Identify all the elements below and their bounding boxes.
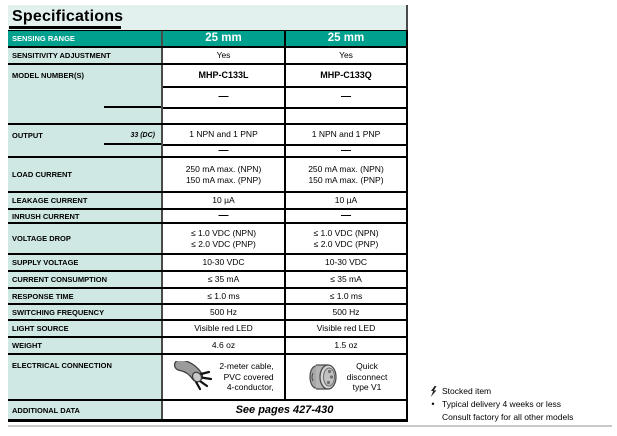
connection-cell-cable: 2-meter cable, PVC covered 4-conductor, (163, 355, 286, 399)
row-label: SUPPLY VOLTAGE (12, 258, 79, 267)
row-additional-data (8, 399, 408, 419)
value-cell: 500 Hz (286, 305, 408, 319)
note-consult-factory: Consult factory for all other models (442, 412, 574, 422)
header-row (8, 30, 408, 46)
row-label: LEAKAGE CURRENT (12, 196, 88, 205)
additional-data-cell (163, 401, 408, 419)
row-output (8, 123, 408, 156)
row-label: VOLTAGE DROP (12, 234, 71, 243)
row-label: INRUSH CURRENT (12, 211, 80, 221)
value-cell: 1.5 oz (286, 338, 408, 353)
row-label: LIGHT SOURCE (12, 324, 69, 333)
empty-cell (286, 109, 408, 123)
note-stocked-item: Stocked item (429, 385, 615, 398)
row-model-numbers (8, 63, 408, 123)
row-electrical-connection (8, 353, 408, 399)
row-supply-voltage (8, 253, 408, 270)
row-label: CURRENT CONSUMPTION (12, 275, 107, 284)
lightning-bolt-icon (429, 386, 437, 397)
value-cell: 10 µA (286, 193, 408, 208)
value-cell: ≤ 1.0 ms (286, 289, 408, 303)
row-inrush-current (8, 208, 408, 222)
row-label: MODEL NUMBER(S) (12, 71, 84, 80)
value-cell: 10-30 VDC (286, 255, 408, 270)
value-cell: ≤ 1.0 VDC (NPN) ≤ 2.0 VDC (PNP) (286, 224, 408, 253)
header-col1: 25 mm (163, 31, 286, 46)
dash-cell: — (286, 210, 408, 222)
connection-cell-quick-disconnect: Quick disconnect type V1 (286, 355, 408, 399)
value-cell: Yes (163, 48, 286, 63)
value-cell: 250 mA max. (NPN) 150 mA max. (PNP) (163, 158, 286, 191)
bullet-icon: • (431, 399, 435, 409)
spec-table (8, 5, 408, 422)
row-label: ADDITIONAL DATA (12, 405, 80, 415)
header-col2: 25 mm (286, 31, 408, 46)
dash-cell: — (163, 146, 286, 157)
row-label: LOAD CURRENT (12, 170, 72, 179)
empty-cell (163, 109, 286, 123)
row-response-time (8, 287, 408, 303)
output-note: 33 (DC) (130, 131, 155, 139)
row-label: WEIGHT (12, 341, 42, 350)
value-cell: ≤ 35 mA (286, 272, 408, 287)
row-label: SWITCHING FREQUENCY (12, 307, 105, 317)
value-cell: Visible red LED (286, 321, 408, 336)
value-cell: 10-30 VDC (163, 255, 286, 270)
value-cell: ≤ 1.0 ms (163, 289, 286, 303)
value-cell: 10 µA (163, 193, 286, 208)
row-voltage-drop (8, 222, 408, 253)
row-label: SENSITIVITY ADJUSTMENT (12, 51, 111, 60)
sub-divider (104, 106, 161, 108)
row-leakage-current (8, 191, 408, 208)
model-number-cell: MHP-C133Q (286, 65, 408, 86)
sub-divider (104, 143, 161, 145)
quick-disconnect-icon (305, 361, 343, 393)
row-sensitivity-adjustment (8, 46, 408, 63)
dash-cell: — (163, 210, 286, 222)
row-weight (8, 336, 408, 353)
row-load-current (8, 156, 408, 191)
title-underline (9, 26, 121, 29)
row-label: OUTPUT (12, 130, 43, 140)
value-cell: 500 Hz (163, 305, 286, 319)
row-current-consumption (8, 270, 408, 287)
spec-table-body (8, 30, 408, 422)
see-pages-text: See pages 427-430 (235, 404, 334, 416)
model-number-cell: MHP-C133L (163, 65, 286, 86)
page-bottom-rule (8, 425, 612, 427)
cable-icon (173, 361, 215, 393)
header-label: SENSING RANGE (12, 34, 75, 43)
row-label: RESPONSE TIME (12, 291, 74, 301)
value-cell: ≤ 35 mA (163, 272, 286, 287)
value-cell: 1 NPN and 1 PNP (286, 125, 408, 144)
footnotes (429, 385, 615, 424)
value-cell: 4.6 oz (163, 338, 286, 353)
note-typical-delivery: • Typical delivery 4 weeks or less (429, 398, 615, 411)
dash-cell: — (286, 88, 408, 106)
page-title: Specifications (12, 8, 124, 25)
value-cell: Yes (286, 48, 408, 63)
value-cell: 1 NPN and 1 PNP (163, 125, 286, 144)
dash-cell: — (163, 88, 286, 106)
value-cell: ≤ 1.0 VDC (NPN) ≤ 2.0 VDC (PNP) (163, 224, 286, 253)
row-light-source (8, 319, 408, 336)
row-label: ELECTRICAL CONNECTION (12, 361, 112, 370)
value-cell: Visible red LED (163, 321, 286, 336)
title-band (8, 5, 408, 30)
row-switching-frequency (8, 303, 408, 319)
dash-cell: — (286, 146, 408, 157)
value-cell: 250 mA max. (NPN) 150 mA max. (PNP) (286, 158, 408, 191)
